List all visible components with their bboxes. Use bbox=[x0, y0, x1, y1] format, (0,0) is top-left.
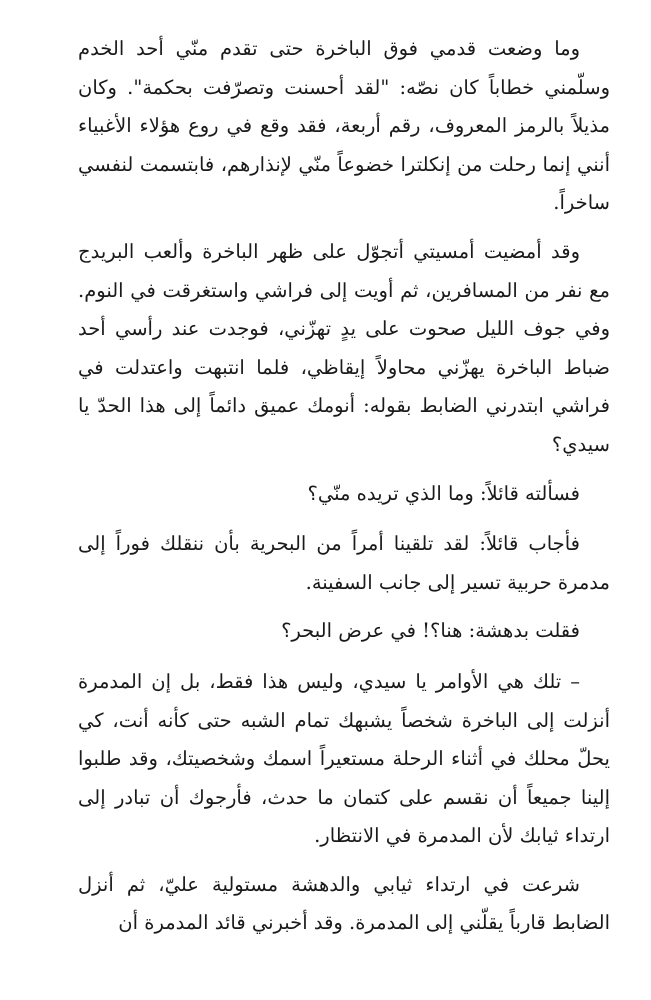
paragraph-7: شرعت في ارتداء ثيابي والدهشة مستولية عليّ، ثم أنزل الضابط قارباً يقلّني إلى المدمرة. وقد أخبرني قائد المدمرة أن bbox=[78, 872, 610, 935]
paragraph-2: وقد أمضيت أمسيتي أتجوّل على ظهر الباخرة وألعب البريدج مع نفر من المسافرين، ثم أويت إلى فراشي واستغرقت في النوم. وفي جوف الليل صحوت على يدٍ تهزّني، فوجدت عند رأسي أحد ضباط الباخرة يهزّني محاولاً إيقاظي، فلما انتبهت واعتدلت في فراشي ابتدرني الضابط بقوله: أنومك عميق دائماً إلى هذا الحدّ يا سيدي؟ bbox=[78, 239, 610, 456]
book-page bbox=[78, 30, 610, 953]
paragraph-5: فقلت بدهشة: هنا؟! في عرض البحر؟ bbox=[281, 619, 580, 643]
paragraph-3: فسألته قائلاً: وما الذي تريده منّي؟ bbox=[307, 481, 580, 505]
paragraph-6: – تلك هي الأوامر يا سيدي، وليس هذا فقط، بل إن المدمرة أنزلت إلى الباخرة شخصاً يشبهك تمام الشبه حتى كأنه أنت، كي يحلّ محلك في أثناء الرحلة مستعيراً اسمك وشخصيتك، وقد طلبوا إلينا جميعاً أن نقسم على كتمان ما حدث، فأرجوك أن تبادر إلى ارتداء ثيابك لأن المدمرة في الانتظار. bbox=[78, 669, 610, 848]
paragraph-1: وما وضعت قدمي فوق الباخرة حتى تقدم منّي أحد الخدم وسلّمني خطاباً كان نصّه: "لقد أحسنت وتصرّفت بحكمة". وكان مذيلاً بالرمز المعروف، رقم أربعة، فقد وقع في روع هؤلاء الأغبياء أنني إنما رحلت من إنكلترا خضوعاً منّي لإنذارهم، فابتسمت لنفسي ساخراً. bbox=[78, 37, 610, 215]
paragraph-4: فأجاب قائلاً: لقد تلقينا أمراً من البحرية بأن ننقلك فوراً إلى مدمرة حربية تسير إلى جانب السفينة. bbox=[78, 532, 610, 594]
